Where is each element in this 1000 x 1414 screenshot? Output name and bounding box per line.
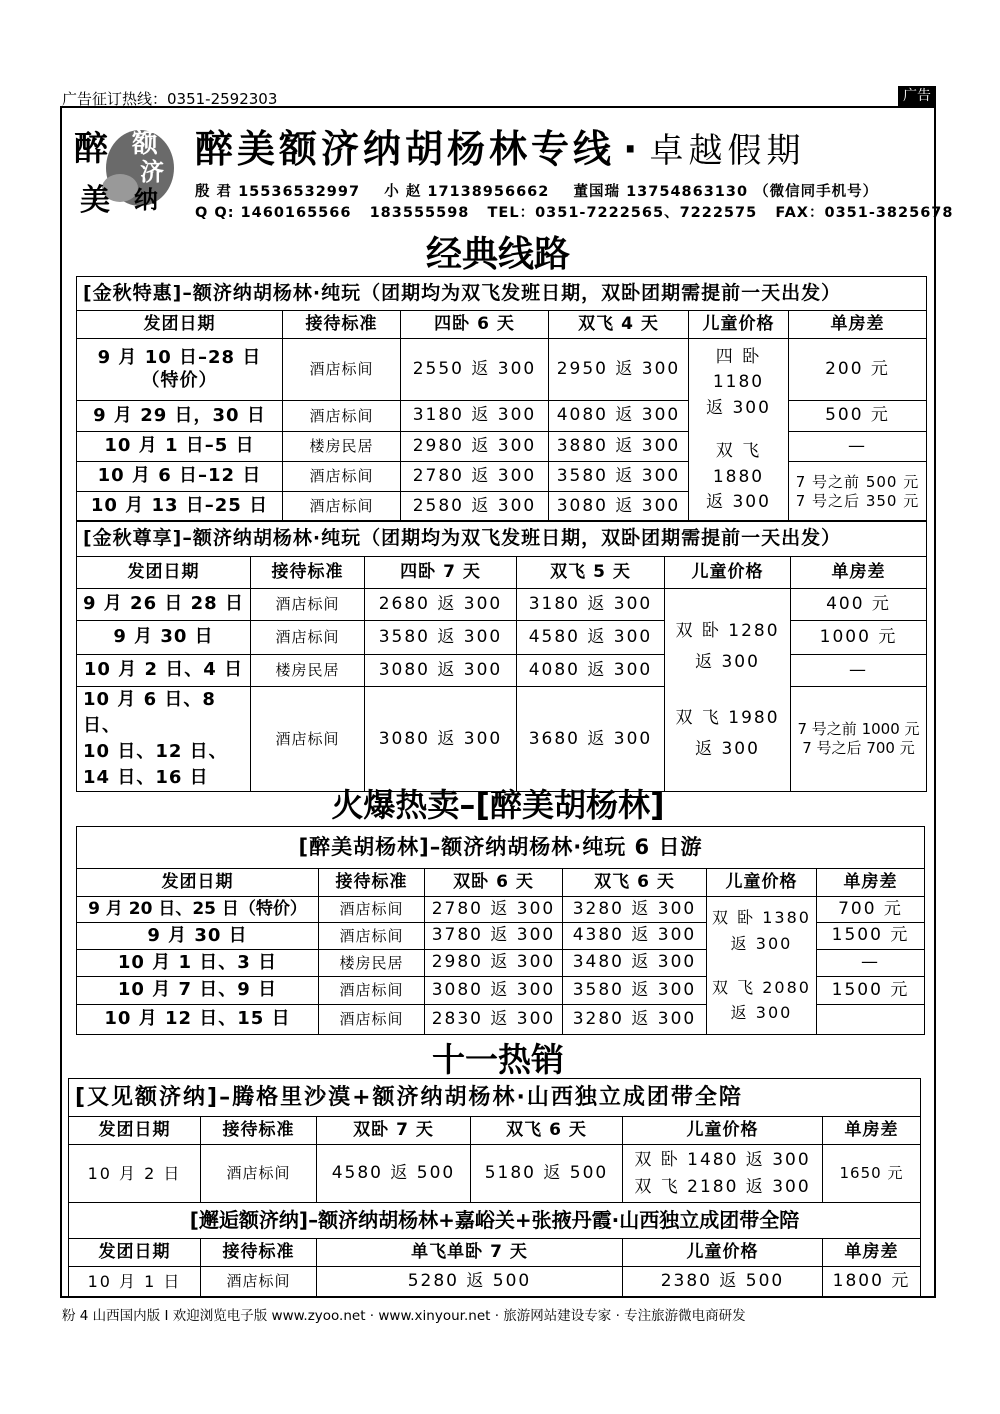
depart-date: 9 月 30 日 bbox=[77, 621, 251, 655]
table-drunk-beauty-poplar bbox=[76, 826, 925, 1035]
accommodation: 酒店标间 bbox=[283, 339, 401, 401]
price-b: 3480 返 300 bbox=[563, 950, 707, 977]
col-header: 双卧 6 天 bbox=[425, 869, 563, 897]
col-header: 接待标准 bbox=[201, 1239, 317, 1267]
price-b: 4080 返 300 bbox=[517, 655, 665, 687]
accommodation: 楼房民居 bbox=[319, 950, 425, 977]
price-a: 3080 返 300 bbox=[365, 655, 517, 687]
page-footer: 粉 4 山西国内版 I 欢迎浏览电子版 www.zyoo.net · www.xinyour.net · 旅游网站建设专家 · 专注旅游微电商研发 bbox=[62, 1308, 746, 1324]
contact-qq-tel-fax: Q Q: 1460165566 183555598 TEL：0351-7222565、7222575 FAX：0351-3825678 bbox=[195, 205, 954, 221]
price-a: 4580 返 500 bbox=[317, 1145, 471, 1203]
col-header: 双飞 4 天 bbox=[549, 311, 689, 339]
depart-date: 10 月 13 日–25 日 bbox=[77, 492, 283, 522]
child-price: 双 卧 1280 返 300 双 飞 1980 返 300 bbox=[665, 589, 791, 792]
price-a: 3580 返 300 bbox=[365, 621, 517, 655]
single-supplement: 1650 元 bbox=[823, 1145, 921, 1203]
price-b: 3880 返 300 bbox=[549, 432, 689, 462]
price-a: 3780 返 300 bbox=[425, 923, 563, 950]
logo-char-3: 济 bbox=[140, 157, 164, 186]
col-header: 发团日期 bbox=[77, 557, 251, 589]
single-supplement: 1500 元 bbox=[817, 977, 925, 1005]
col-header: 单房差 bbox=[789, 311, 927, 339]
depart-date: 9 月 26 日 28 日 bbox=[77, 589, 251, 621]
col-header: 单飞单卧 7 天 bbox=[317, 1239, 623, 1267]
price-a: 2780 返 300 bbox=[425, 897, 563, 923]
accommodation: 酒店标间 bbox=[319, 923, 425, 950]
single-supplement: 1500 元 bbox=[817, 923, 925, 950]
col-header: 儿童价格 bbox=[623, 1239, 823, 1267]
col-header: 儿童价格 bbox=[665, 557, 791, 589]
single-supplement: 700 元 bbox=[817, 897, 925, 923]
price-b: 3280 返 300 bbox=[563, 897, 707, 923]
single-supplement: 400 元 bbox=[791, 589, 927, 621]
logo-char-1: 醉 bbox=[74, 129, 108, 169]
single-supplement: 500 元 bbox=[789, 401, 927, 432]
section-hot: 火爆热卖–[醉美胡杨林] bbox=[331, 786, 665, 824]
child-price: 2380 返 500 bbox=[623, 1267, 823, 1297]
depart-date: 9 月 20 日、25 日（特价） bbox=[77, 897, 319, 923]
accommodation: 酒店标间 bbox=[251, 589, 365, 621]
accommodation: 酒店标间 bbox=[283, 401, 401, 432]
single-supplement: 7 号之前 500 元 7 号之后 350 元 bbox=[789, 462, 927, 522]
single-supplement: 1800 元 bbox=[823, 1267, 921, 1297]
depart-date: 10 月 1 日、3 日 bbox=[77, 950, 319, 977]
col-header: 单房差 bbox=[823, 1239, 921, 1267]
price-a: 2580 返 300 bbox=[401, 492, 549, 522]
single-supplement bbox=[817, 1005, 925, 1035]
depart-date: 10 月 6 日、8 日、 10 日、12 日、 14 日、16 日 bbox=[77, 687, 251, 792]
col-header: 双飞 6 天 bbox=[471, 1117, 623, 1145]
single-supplement: — bbox=[789, 432, 927, 462]
price-b: 3680 返 300 bbox=[517, 687, 665, 792]
col-header: 接待标准 bbox=[201, 1117, 317, 1145]
accommodation: 酒店标间 bbox=[251, 621, 365, 655]
col-header: 单房差 bbox=[823, 1117, 921, 1145]
accommodation: 酒店标间 bbox=[251, 687, 365, 792]
ad-hotline: 广告征订热线：0351-2592303 bbox=[62, 90, 278, 108]
depart-date: 9 月 10 日–28 日 （特价） bbox=[77, 339, 283, 401]
accommodation: 酒店标间 bbox=[319, 1005, 425, 1035]
price-b: 5180 返 500 bbox=[471, 1145, 623, 1203]
depart-date: 10 月 1 日–5 日 bbox=[77, 432, 283, 462]
section-classic: 经典线路 bbox=[425, 234, 570, 275]
table-encounter-ejina bbox=[68, 1202, 921, 1297]
depart-date: 10 月 12 日、15 日 bbox=[77, 1005, 319, 1035]
price-a: 3080 返 300 bbox=[425, 977, 563, 1005]
single-supplement: 7 号之前 1000 元 7 号之后 700 元 bbox=[791, 687, 927, 792]
price-a: 3180 返 300 bbox=[401, 401, 549, 432]
col-header: 儿童价格 bbox=[689, 311, 789, 339]
depart-date: 9 月 29 日，30 日 bbox=[77, 401, 283, 432]
section-national-day: 十一热销 bbox=[432, 1040, 564, 1079]
accommodation: 酒店标间 bbox=[201, 1267, 317, 1297]
price-a: 2830 返 300 bbox=[425, 1005, 563, 1035]
single-supplement: 1000 元 bbox=[791, 621, 927, 655]
depart-date: 10 月 2 日、4 日 bbox=[77, 655, 251, 687]
price-a: 2980 返 300 bbox=[425, 950, 563, 977]
price-a: 2980 返 300 bbox=[401, 432, 549, 462]
price-b: 4580 返 300 bbox=[517, 621, 665, 655]
col-header: 接待标准 bbox=[319, 869, 425, 897]
logo-char-2: 额 bbox=[132, 129, 159, 159]
accommodation: 酒店标间 bbox=[319, 977, 425, 1005]
depart-date: 10 月 6 日–12 日 bbox=[77, 462, 283, 492]
table-golden-autumn-premium bbox=[76, 520, 927, 792]
col-header: 四卧 7 天 bbox=[365, 557, 517, 589]
col-header: 发团日期 bbox=[77, 869, 319, 897]
table-title: [邂逅额济纳]–额济纳胡杨林+嘉峪关+张掖丹霞·山西独立成团带全陪 bbox=[69, 1203, 921, 1239]
single-supplement: 200 元 bbox=[789, 339, 927, 401]
logo-char-5: 纳 bbox=[134, 185, 158, 214]
price-a: 2550 返 300 bbox=[401, 339, 549, 401]
price-a: 2680 返 300 bbox=[365, 589, 517, 621]
logo-char-4: 美 bbox=[80, 183, 110, 216]
price-b: 3580 返 300 bbox=[549, 462, 689, 492]
price-a: 2780 返 300 bbox=[401, 462, 549, 492]
title-main: 醉美额济纳胡杨林专线 bbox=[195, 127, 616, 171]
price-b: 3280 返 300 bbox=[563, 1005, 707, 1035]
child-price: 四 卧 1180 返 300 双 飞 1880 返 300 bbox=[689, 339, 789, 522]
col-header: 儿童价格 bbox=[707, 869, 817, 897]
price-b: 4380 返 300 bbox=[563, 923, 707, 950]
col-header: 单房差 bbox=[791, 557, 927, 589]
accommodation: 酒店标间 bbox=[319, 897, 425, 923]
table-title: [又见额济纳]–腾格里沙漠+额济纳胡杨林·山西独立成团带全陪 bbox=[69, 1079, 921, 1117]
col-header: 接待标准 bbox=[283, 311, 401, 339]
child-price: 双 卧 1380 返 300 双 飞 2080 返 300 bbox=[707, 897, 817, 1035]
single-supplement: — bbox=[791, 655, 927, 687]
depart-date: 10 月 7 日、9 日 bbox=[77, 977, 319, 1005]
accommodation: 酒店标间 bbox=[283, 462, 401, 492]
price-b: 3080 返 300 bbox=[549, 492, 689, 522]
depart-date: 9 月 30 日 bbox=[77, 923, 319, 950]
child-price: 双 卧 1480 返 300 双 飞 2180 返 300 bbox=[623, 1145, 823, 1203]
accommodation: 酒店标间 bbox=[283, 492, 401, 522]
col-header: 接待标准 bbox=[251, 557, 365, 589]
col-header: 双卧 7 天 bbox=[317, 1117, 471, 1145]
accommodation: 楼房民居 bbox=[283, 432, 401, 462]
col-header: 发团日期 bbox=[77, 311, 283, 339]
accommodation: 楼房民居 bbox=[251, 655, 365, 687]
col-header: 儿童价格 bbox=[623, 1117, 823, 1145]
title-dot: · bbox=[623, 127, 642, 171]
table-title: [金秋尊享]–额济纳胡杨林·纯玩（团期均为双飞发班日期，双卧团期需提前一天出发） bbox=[77, 521, 927, 557]
depart-date: 10 月 1 日 bbox=[69, 1267, 201, 1297]
price-a: 3080 返 300 bbox=[365, 687, 517, 792]
ad-tag: 广告 bbox=[898, 86, 936, 106]
col-header: 发团日期 bbox=[69, 1239, 201, 1267]
price-b: 4080 返 300 bbox=[549, 401, 689, 432]
accommodation: 酒店标间 bbox=[201, 1145, 317, 1203]
col-header: 双飞 6 天 bbox=[563, 869, 707, 897]
price-b: 3180 返 300 bbox=[517, 589, 665, 621]
col-header: 发团日期 bbox=[69, 1117, 201, 1145]
title-brand: 卓越假期 bbox=[649, 131, 806, 171]
table-title: [金秋特惠]–额济纳胡杨林·纯玩（团期均为双飞发班日期，双卧团期需提前一天出发） bbox=[77, 277, 927, 311]
table-see-ejina-again bbox=[68, 1078, 921, 1203]
ad-title bbox=[195, 118, 805, 173]
single-supplement: — bbox=[817, 950, 925, 977]
table-title: [醉美胡杨林]–额济纳胡杨林·纯玩 6 日游 bbox=[77, 827, 925, 869]
col-header: 双飞 5 天 bbox=[517, 557, 665, 589]
price-b: 2950 返 300 bbox=[549, 339, 689, 401]
col-header: 四卧 6 天 bbox=[401, 311, 549, 339]
brand-logo bbox=[70, 118, 188, 216]
price-a: 5280 返 500 bbox=[317, 1267, 623, 1297]
contact-phones: 殷 君 15536532997 小 赵 17138956662 董国瑞 13754863130 （微信同手机号） bbox=[195, 184, 879, 200]
depart-date: 10 月 2 日 bbox=[69, 1145, 201, 1203]
price-b: 3580 返 300 bbox=[563, 977, 707, 1005]
col-header: 单房差 bbox=[817, 869, 925, 897]
table-golden-autumn-special bbox=[76, 276, 927, 522]
